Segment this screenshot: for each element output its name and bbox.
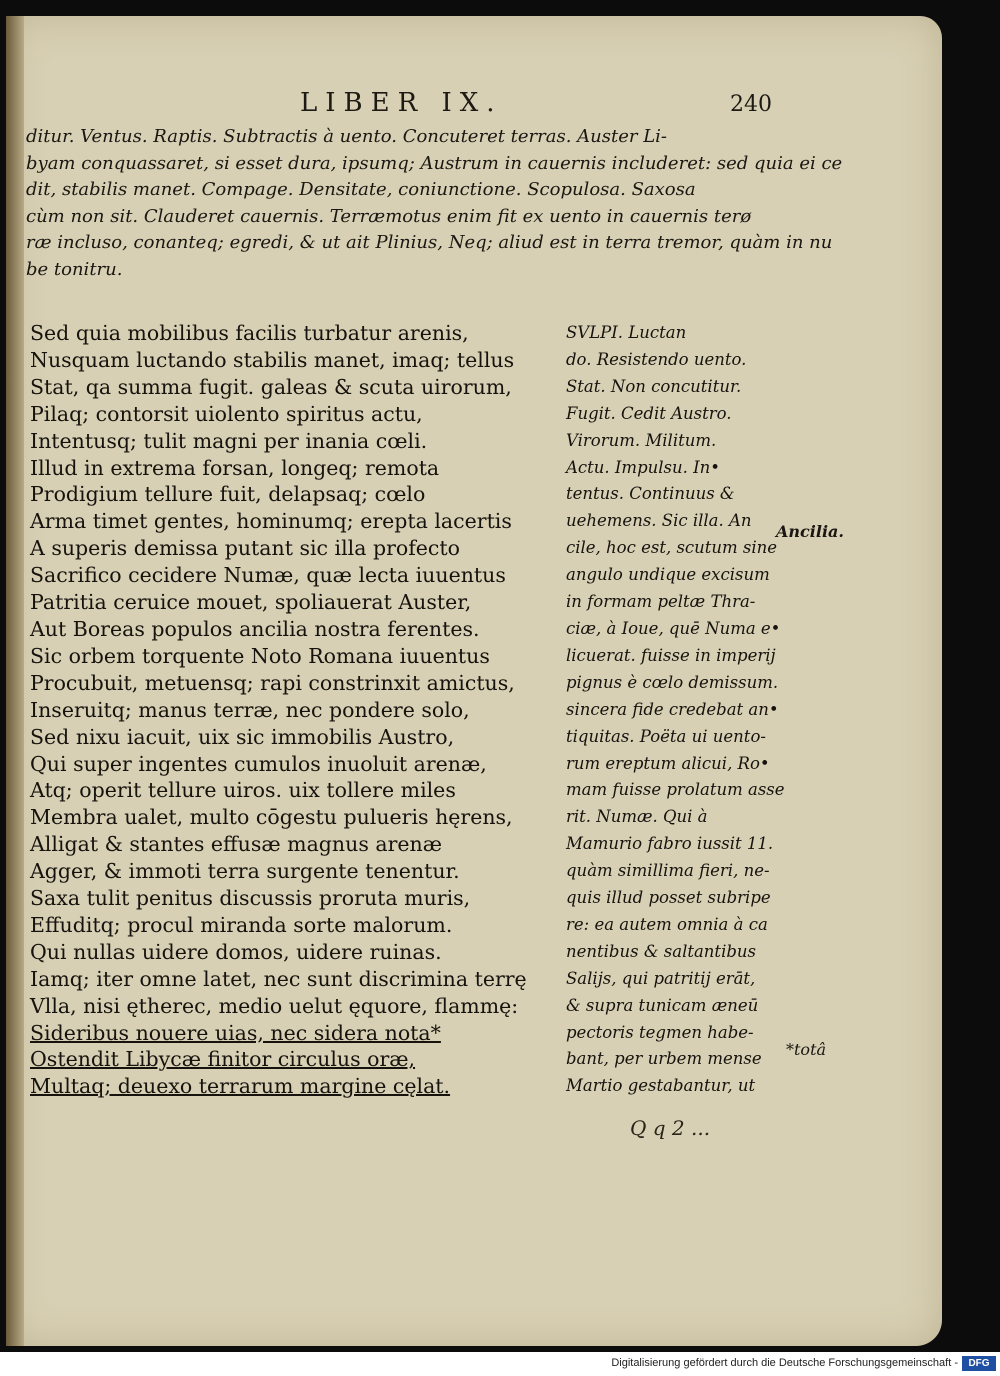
poem-line: Atq; operit tellure uiros. uix tollere miles — [30, 778, 456, 803]
poem-text — [30, 320, 570, 1100]
poem-line: Sic orbem torquente Noto Romana iuuentus — [30, 643, 490, 668]
poem-line: Patritia ceruice mouet, spoliauerat Auster, — [30, 590, 472, 615]
gloss-line: quis illud posset subripe — [566, 888, 771, 908]
running-head: LIBER IX. — [300, 88, 503, 118]
gloss-line: Mamurio fabro iussit 11. — [566, 834, 774, 854]
gloss-line: Fugit. Cedit Austro. — [566, 403, 732, 423]
commentary-line: dit, stabilis manet. Compage. Densitate, coniunctione. Scopulosa. Saxosa — [26, 179, 696, 200]
poem-line: Vlla, nisi ętherec, medio uelut ęquore, flammę: — [30, 993, 519, 1018]
poem-line: Qui nullas uidere domos, uidere ruinas. — [30, 939, 442, 964]
page-gutter — [6, 16, 24, 1346]
commentary-line: ditur. Ventus. Raptis. Subtractis à uento. Concuteret terras. Auster Li- — [26, 126, 668, 147]
gloss-line: cile, hoc est, scutum sine — [566, 538, 778, 558]
gloss-line: in formam peltæ Thra- — [566, 592, 756, 612]
poem-line: Alligat & stantes effusæ magnus arenæ — [30, 832, 442, 857]
poem-line: Qui super ingentes cumulos inuoluit arenæ, — [30, 751, 487, 776]
gloss-line: quàm simillima fieri, ne- — [566, 861, 770, 881]
poem-line: Sed quia mobilibus facilis turbatur arenis, — [30, 321, 469, 345]
catchword-signature: Q q 2 ... — [630, 1116, 711, 1140]
poem-line: Effuditq; procul miranda sorte malorum. — [30, 912, 453, 937]
poem-line: A superis demissa putant sic illa profecto — [30, 536, 460, 561]
gloss-line: rit. Numæ. Qui à — [566, 807, 708, 827]
gloss-line: do. Resistendo uento. — [566, 349, 747, 369]
gloss-line: bant, per urbem mense — [566, 1049, 762, 1069]
commentary-block — [26, 124, 843, 283]
gloss-line: pignus è cœlo demissum. — [566, 672, 779, 692]
digitization-footer — [0, 1352, 1000, 1376]
gloss-line: uehemens. Sic illa. An — [566, 511, 752, 531]
poem-line: Illud in extrema forsan, longeq; remota — [30, 455, 440, 480]
commentary-line: be tonitru. — [26, 258, 123, 280]
poem-line: Sacrifico cecidere Numæ, quæ lecta iuuentus — [30, 563, 506, 588]
poem-line: Nusquam luctando stabilis manet, imaq; tellus — [30, 347, 515, 372]
poem-line: Aut Boreas populos ancilia nostra ferentes. — [30, 616, 480, 641]
gloss-line: Salijs, qui patritij erāt, — [566, 968, 756, 988]
poem-line: Prodigium tellure fuit, delapsaq; cœlo — [30, 482, 426, 507]
gloss-line: Stat. Non concutitur. — [566, 376, 742, 396]
poem-line-underlined: Ostendit Libycæ finitor circulus oræ, — [30, 1047, 416, 1072]
poem-line: Pilaq; contorsit uiolento spiritus actu, — [30, 401, 423, 426]
poem-line: Stat, qa summa fugit. galeas & scuta uirorum, — [30, 374, 512, 399]
gloss-line: rum ereptum alicui, Ro• — [566, 753, 770, 773]
gloss-line: & supra tunicam æneū — [566, 995, 759, 1015]
poem-line: Sed nixu iacuit, uix sic immobilis Austro, — [30, 724, 455, 749]
poem-line-underlined: Sideribus nouere uias, nec sidera nota* — [30, 1020, 441, 1045]
gloss-line: ciæ, à Ioue, quē Numa e• — [566, 618, 781, 638]
footer-credit: Digitalisierung gefördert durch die Deutsche Forschungsgemeinschaft - — [611, 1357, 958, 1369]
gloss-line: tentus. Continuus & — [566, 484, 735, 504]
poem-line: Arma timet gentes, hominumq; erepta lacertis — [30, 509, 512, 534]
gloss-line: re: ea autem omnia à ca — [566, 914, 768, 934]
gloss-line: nentibus & saltantibus — [566, 941, 756, 961]
gloss-column — [566, 320, 796, 1100]
gloss-line: tiquitas. Poëta ui uento- — [566, 726, 766, 746]
poem-line-underlined: Multaq; deuexo terrarum margine cęlat. — [30, 1074, 451, 1099]
gloss-line: SVLPI. Luctan — [566, 323, 687, 342]
poem-line: Saxa tulit penitus discussis proruta muris, — [30, 886, 471, 911]
commentary-line: cùm non sit. Clauderet cauernis. Terræmotus enim fit ex uento in cauernis terø — [26, 205, 752, 227]
poem-line: Inseruitq; manus terræ, nec pondere solo, — [30, 697, 470, 722]
gloss-line: pectoris tegmen habe- — [566, 1022, 754, 1042]
margin-note-tota: *totâ — [786, 1040, 827, 1059]
gloss-line: Virorum. Militum. — [566, 430, 717, 450]
commentary-line: ræ incluso, conanteq; egredi, & ut ait Plinius, Neq; aliud est in terra tremor, quàm in nu — [26, 232, 833, 253]
gloss-line: licuerat. fuisse in imperij — [566, 645, 776, 665]
gloss-line: Actu. Impulsu. In• — [566, 457, 720, 477]
dfg-logo: DFG — [962, 1356, 996, 1371]
gloss-line: Martio gestabantur, ut — [566, 1076, 756, 1096]
folio-number: 240 — [730, 92, 772, 117]
gloss-line: mam fuisse prolatum asse — [566, 780, 785, 800]
commentary-line: byam conquassaret, si esset dura, ipsumq; Austrum in cauernis includeret: sed quia ei ce — [26, 152, 843, 174]
margin-note-ancilia: Ancilia. — [776, 522, 844, 541]
poem-line: Procubuit, metuensq; rapi constrinxit amictus, — [30, 670, 515, 695]
poem-line: Intentusq; tulit magni per inania cœli. — [30, 428, 428, 453]
gloss-line: sincera fide credebat an• — [566, 699, 779, 719]
gloss-line: angulo undique excisum — [566, 565, 770, 585]
poem-line: Membra ualet, multo cōgestu pulueris hęrens, — [30, 805, 513, 830]
poem-line: Agger, & immoti terra surgente tenentur. — [30, 859, 460, 884]
poem-line: Iamq; iter omne latet, nec sunt discrimina terrę — [30, 966, 527, 991]
